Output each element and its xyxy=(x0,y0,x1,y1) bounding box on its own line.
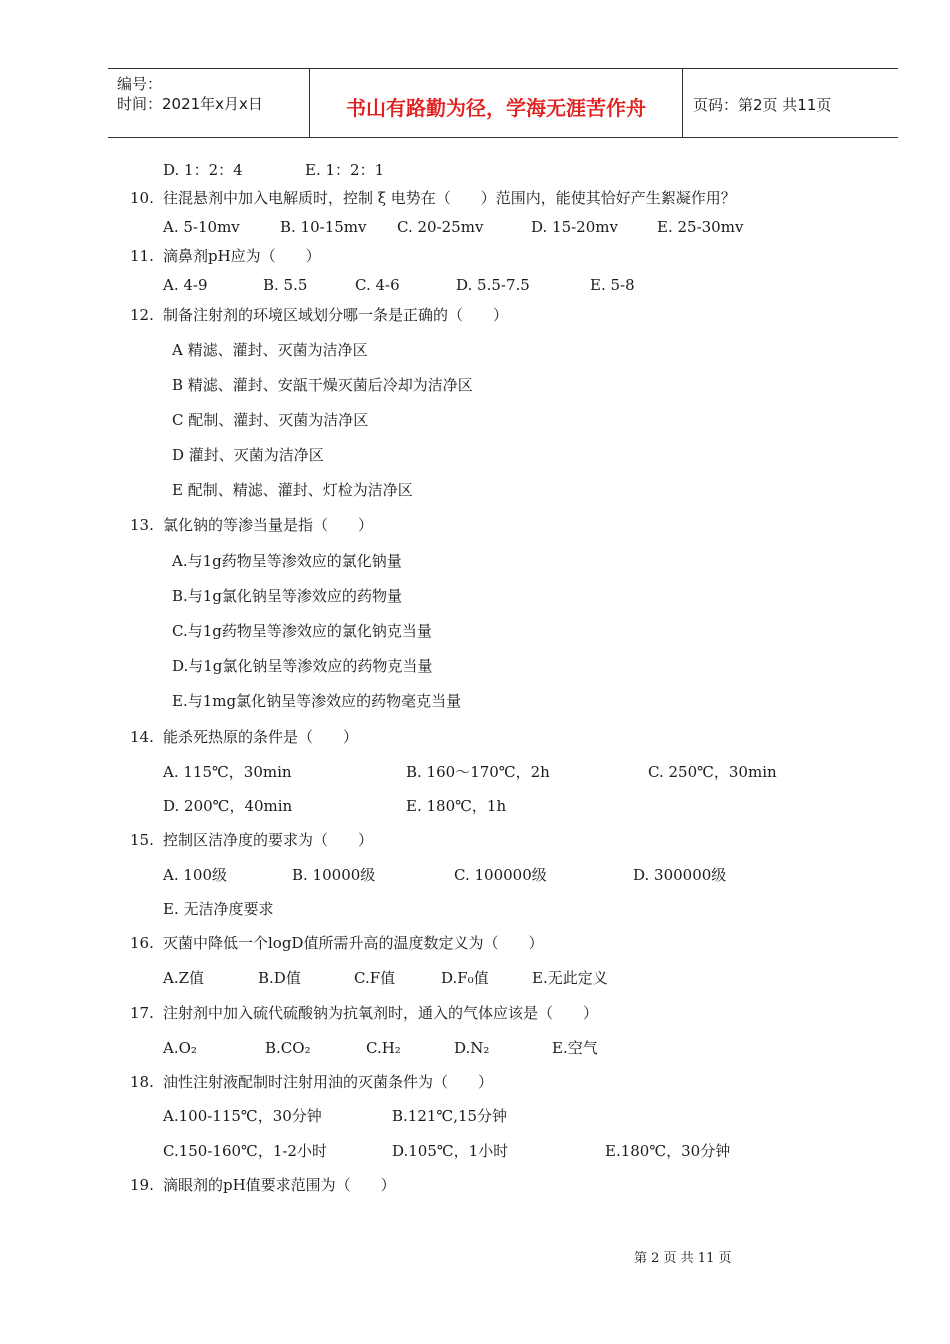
option: D. 200℃，40min xyxy=(163,797,293,815)
question-text: 氯化钠的等渗当量是指（ ） xyxy=(163,516,374,534)
option: E.与1mg氯化钠呈等渗效应的药物毫克当量 xyxy=(172,692,462,710)
option: A 精滤、灌封、灭菌为洁净区 xyxy=(172,341,368,359)
option: C.150-160℃，1-2小时 xyxy=(163,1142,327,1160)
question-number: 19. xyxy=(130,1176,154,1194)
header-motto-cell xyxy=(310,69,683,137)
option: B. 10-15mv xyxy=(280,218,367,236)
question-text: 制备注射剂的环境区域划分哪一条是正确的（ ） xyxy=(163,306,509,324)
option: C 配制、灌封、灭菌为洁净区 xyxy=(172,411,369,429)
option: B. 5.5 xyxy=(263,276,308,294)
question-text: 灭菌中降低一个logD值所需升高的温度数定义为（ ） xyxy=(163,934,544,952)
question-number: 13. xyxy=(130,516,154,534)
option: C. 4-6 xyxy=(355,276,400,294)
option: A.O₂ xyxy=(163,1039,197,1057)
option: A. 115℃，30min xyxy=(163,763,292,781)
question-text: 滴鼻剂pH应为（ ） xyxy=(163,247,321,265)
option: D.与1g氯化钠呈等渗效应的药物克当量 xyxy=(172,657,433,675)
option: D. 1：2：4 xyxy=(163,161,243,179)
option: D.N₂ xyxy=(454,1039,490,1057)
option: C. 250℃，30min xyxy=(648,763,777,781)
option: B.D值 xyxy=(258,969,301,987)
question-number: 16. xyxy=(130,934,154,952)
header-meta-cell xyxy=(108,69,310,137)
time-label: 时间：2021年x月x日 xyxy=(117,95,263,113)
option: A. 5-10mv xyxy=(163,218,240,236)
option: E 配制、精滤、灌封、灯检为洁净区 xyxy=(172,481,413,499)
option: A. 100级 xyxy=(163,866,227,884)
option: B.CO₂ xyxy=(265,1039,311,1057)
question-number: 17. xyxy=(130,1004,154,1022)
option: A.Z值 xyxy=(163,969,205,987)
option: D.105℃，1小时 xyxy=(392,1142,509,1160)
option: E. 5-8 xyxy=(590,276,635,294)
option: E. 无洁净度要求 xyxy=(163,900,274,918)
option: B 精滤、灌封、安瓿干燥灭菌后冷却为洁净区 xyxy=(172,376,473,394)
question-text: 控制区洁净度的要求为（ ） xyxy=(163,831,374,849)
option: E.180℃，30分钟 xyxy=(605,1142,731,1160)
question-text: 油性注射液配制时注射用油的灭菌条件为（ ） xyxy=(163,1073,494,1091)
option: B. 10000级 xyxy=(292,866,376,884)
option: A. 4-9 xyxy=(163,276,208,294)
option: C. 100000级 xyxy=(454,866,547,884)
serial-label: 编号： xyxy=(117,75,163,93)
option: B. 160～170℃，2h xyxy=(406,763,550,781)
page-footer: 第 2 页 共 11 页 xyxy=(634,1251,732,1266)
question-text: 注射剂中加入硫代硫酸钠为抗氧剂时，通入的气体应该是（ ） xyxy=(163,1004,599,1022)
option: D. 300000级 xyxy=(633,866,727,884)
question-number: 11. xyxy=(130,247,154,265)
question-text: 往混悬剂中加入电解质时，控制 ξ 电势在（ ）范围内，能使其恰好产生絮凝作用？ xyxy=(163,189,736,207)
option: E.空气 xyxy=(552,1039,598,1057)
page-header xyxy=(108,68,898,138)
question-number: 12. xyxy=(130,306,154,324)
option: A.与1g药物呈等渗效应的氯化钠量 xyxy=(172,552,402,570)
option: C.H₂ xyxy=(366,1039,401,1057)
question-text: 滴眼剂的pH值要求范围为（ ） xyxy=(163,1176,396,1194)
option: C. 20-25mv xyxy=(397,218,484,236)
page-label: 页码：第2页 共11页 xyxy=(693,96,832,114)
option: B.与1g氯化钠呈等渗效应的药物量 xyxy=(172,587,402,605)
option: E.无此定义 xyxy=(532,969,608,987)
question-number: 14. xyxy=(130,728,154,746)
option: B.121℃,15分钟 xyxy=(392,1107,508,1125)
option: D 灌封、灭菌为洁净区 xyxy=(172,446,324,464)
motto: 书山有路勤为径，学海无涯苦作舟 xyxy=(346,96,646,120)
header-page-cell xyxy=(683,69,898,137)
option: C.F值 xyxy=(354,969,396,987)
option: E. 1：2：1 xyxy=(305,161,385,179)
option: A.100-115℃，30分钟 xyxy=(163,1107,322,1125)
option: E. 180℃，1h xyxy=(406,797,507,815)
question-number: 10. xyxy=(130,189,154,207)
option: D. 5.5-7.5 xyxy=(456,276,530,294)
option: E. 25-30mv xyxy=(657,218,744,236)
option: D. 15-20mv xyxy=(531,218,618,236)
question-number: 18. xyxy=(130,1073,154,1091)
question-number: 15. xyxy=(130,831,154,849)
question-text: 能杀死热原的条件是（ ） xyxy=(163,728,359,746)
option: D.F₀值 xyxy=(441,969,489,987)
option: C.与1g药物呈等渗效应的氯化钠克当量 xyxy=(172,622,432,640)
